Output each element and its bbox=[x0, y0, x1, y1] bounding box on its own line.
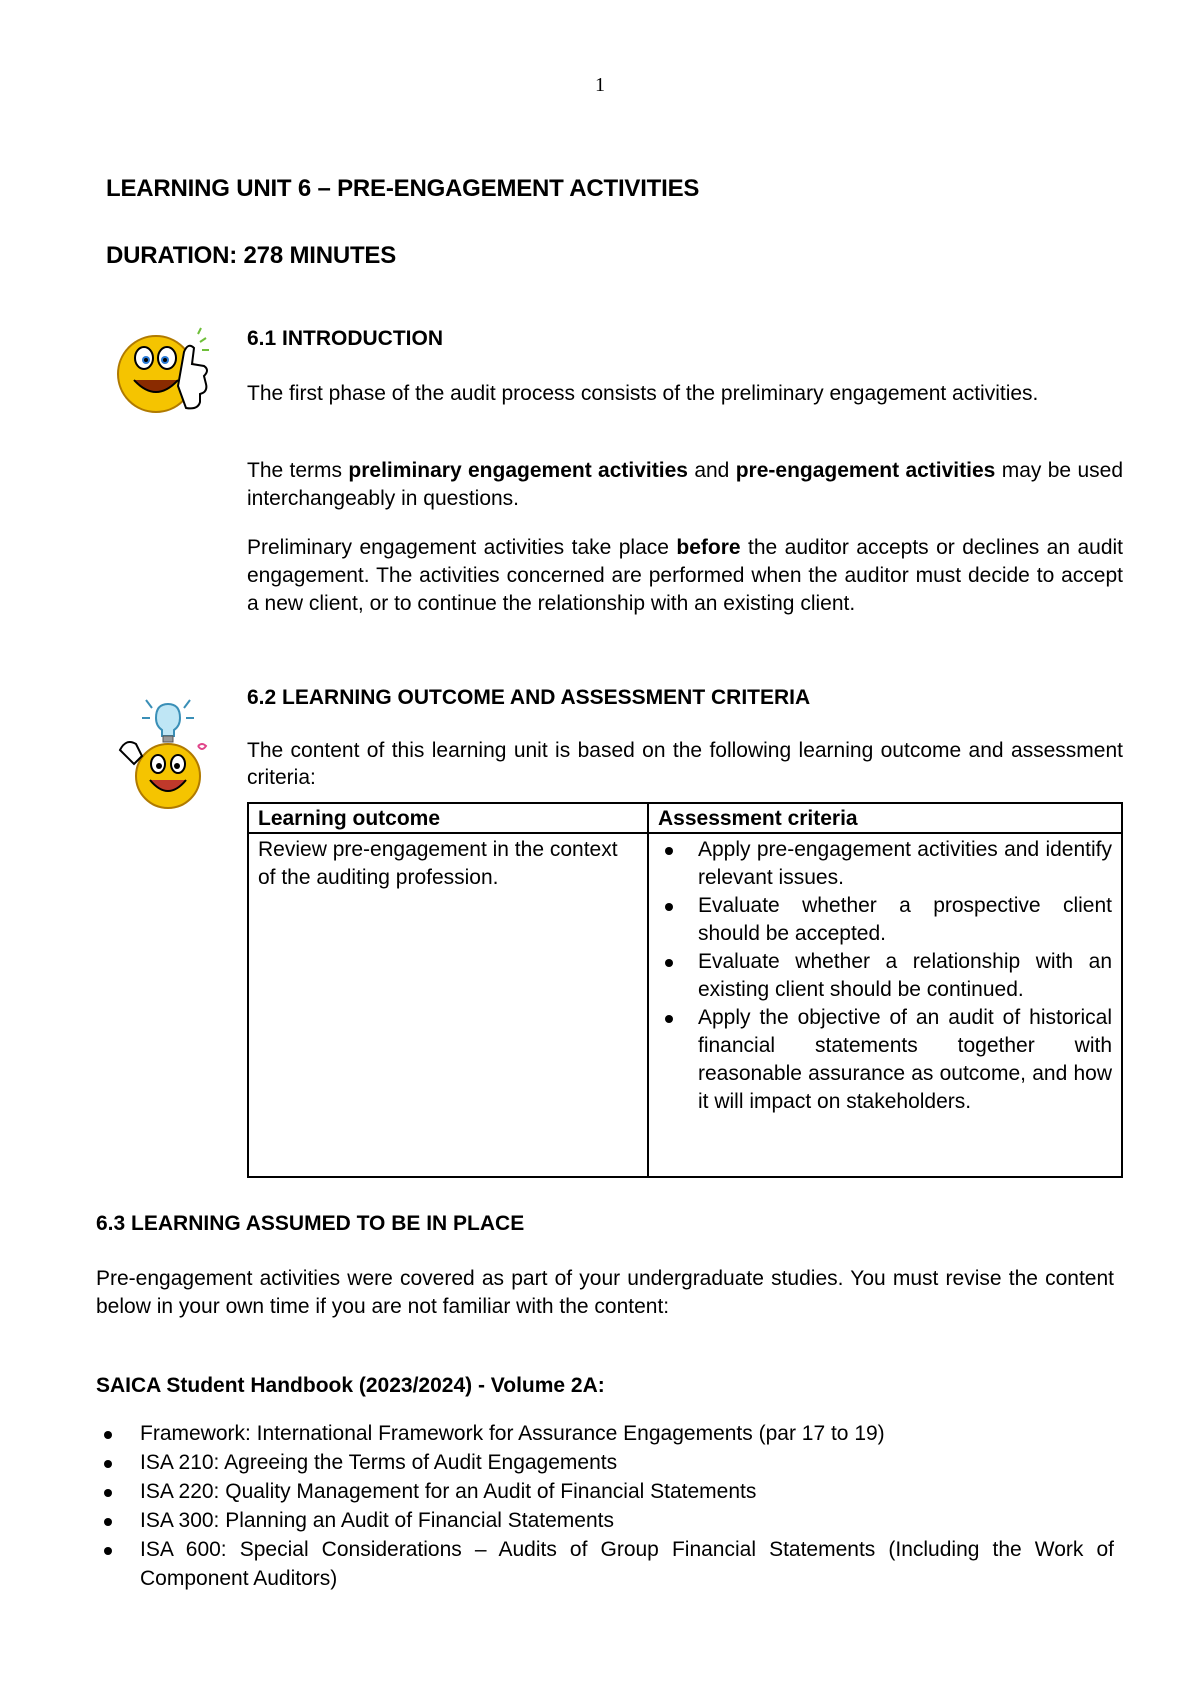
criteria-item: Evaluate whether a relationship with an existing client should be continued. bbox=[658, 948, 1112, 1004]
criteria-item: Evaluate whether a prospective client should be accepted. bbox=[658, 892, 1112, 948]
assessment-criteria-cell bbox=[648, 833, 1122, 1177]
smiley-thumbs-up-icon bbox=[112, 322, 212, 422]
list-item: ISA 300: Planning an Audit of Financial Statements bbox=[96, 1506, 1114, 1535]
intro-paragraph-2: The terms preliminary engagement activities and pre-engagement activities may be used interchangeably in questions. bbox=[247, 459, 1123, 510]
criteria-item: Apply the objective of an audit of historical financial statements together with reasonable assurance as outcome, and how it will impact on stakeholders. bbox=[658, 1004, 1112, 1116]
list-item: ISA 600: Special Considerations – Audits of Group Financial Statements (Including the Work of Component Auditors) bbox=[96, 1535, 1114, 1593]
table-header-learning-outcome: Learning outcome bbox=[248, 803, 648, 833]
table-header-row bbox=[248, 803, 1122, 833]
intro-paragraph-1: The first phase of the audit process consists of the preliminary engagement activities. bbox=[247, 382, 1039, 405]
unit-title: LEARNING UNIT 6 – PRE-ENGAGEMENT ACTIVITIES bbox=[106, 175, 700, 202]
page-number: 1 bbox=[595, 74, 605, 96]
outcome-intro-paragraph: The content of this learning unit is based on the following learning outcome and assessment criteria: bbox=[247, 739, 1123, 789]
table-header-assessment-criteria: Assessment criteria bbox=[648, 803, 1122, 833]
section-heading-learning-assumed: 6.3 LEARNING ASSUMED TO BE IN PLACE bbox=[96, 1212, 525, 1235]
assumed-paragraph: Pre-engagement activities were covered as part of your undergraduate studies. You must revise the content below in your own time if you are not familiar with the content: bbox=[96, 1267, 1114, 1318]
criteria-item: Apply pre-engagement activities and identify relevant issues. bbox=[658, 836, 1112, 892]
handbook-heading: SAICA Student Handbook (2023/2024) - Volume 2A: bbox=[96, 1374, 605, 1397]
list-item: ISA 220: Quality Management for an Audit of Financial Statements bbox=[96, 1477, 1114, 1506]
duration-heading: DURATION: 278 MINUTES bbox=[106, 242, 397, 269]
learning-outcome-cell: Review pre-engagement in the context of the auditing profession. bbox=[248, 833, 648, 1177]
list-item: Framework: International Framework for Assurance Engagements (par 17 to 19) bbox=[96, 1419, 1114, 1448]
list-item: ISA 210: Agreeing the Terms of Audit Engagements bbox=[96, 1448, 1114, 1477]
smiley-idea-icon bbox=[116, 692, 214, 812]
section-heading-introduction: 6.1 INTRODUCTION bbox=[247, 327, 444, 350]
learning-outcome-table bbox=[247, 802, 1123, 1178]
table-row bbox=[248, 833, 1122, 1177]
handbook-reference-list bbox=[96, 1419, 1114, 1593]
section-heading-learning-outcome: 6.2 LEARNING OUTCOME AND ASSESSMENT CRITERIA bbox=[247, 686, 811, 709]
intro-paragraph-3: Preliminary engagement activities take place before the auditor accepts or declines an audit engagement. The activities concerned are performed when the auditor must decide to accept a new client, or to continue the relationship with an existing client. bbox=[247, 536, 1124, 615]
